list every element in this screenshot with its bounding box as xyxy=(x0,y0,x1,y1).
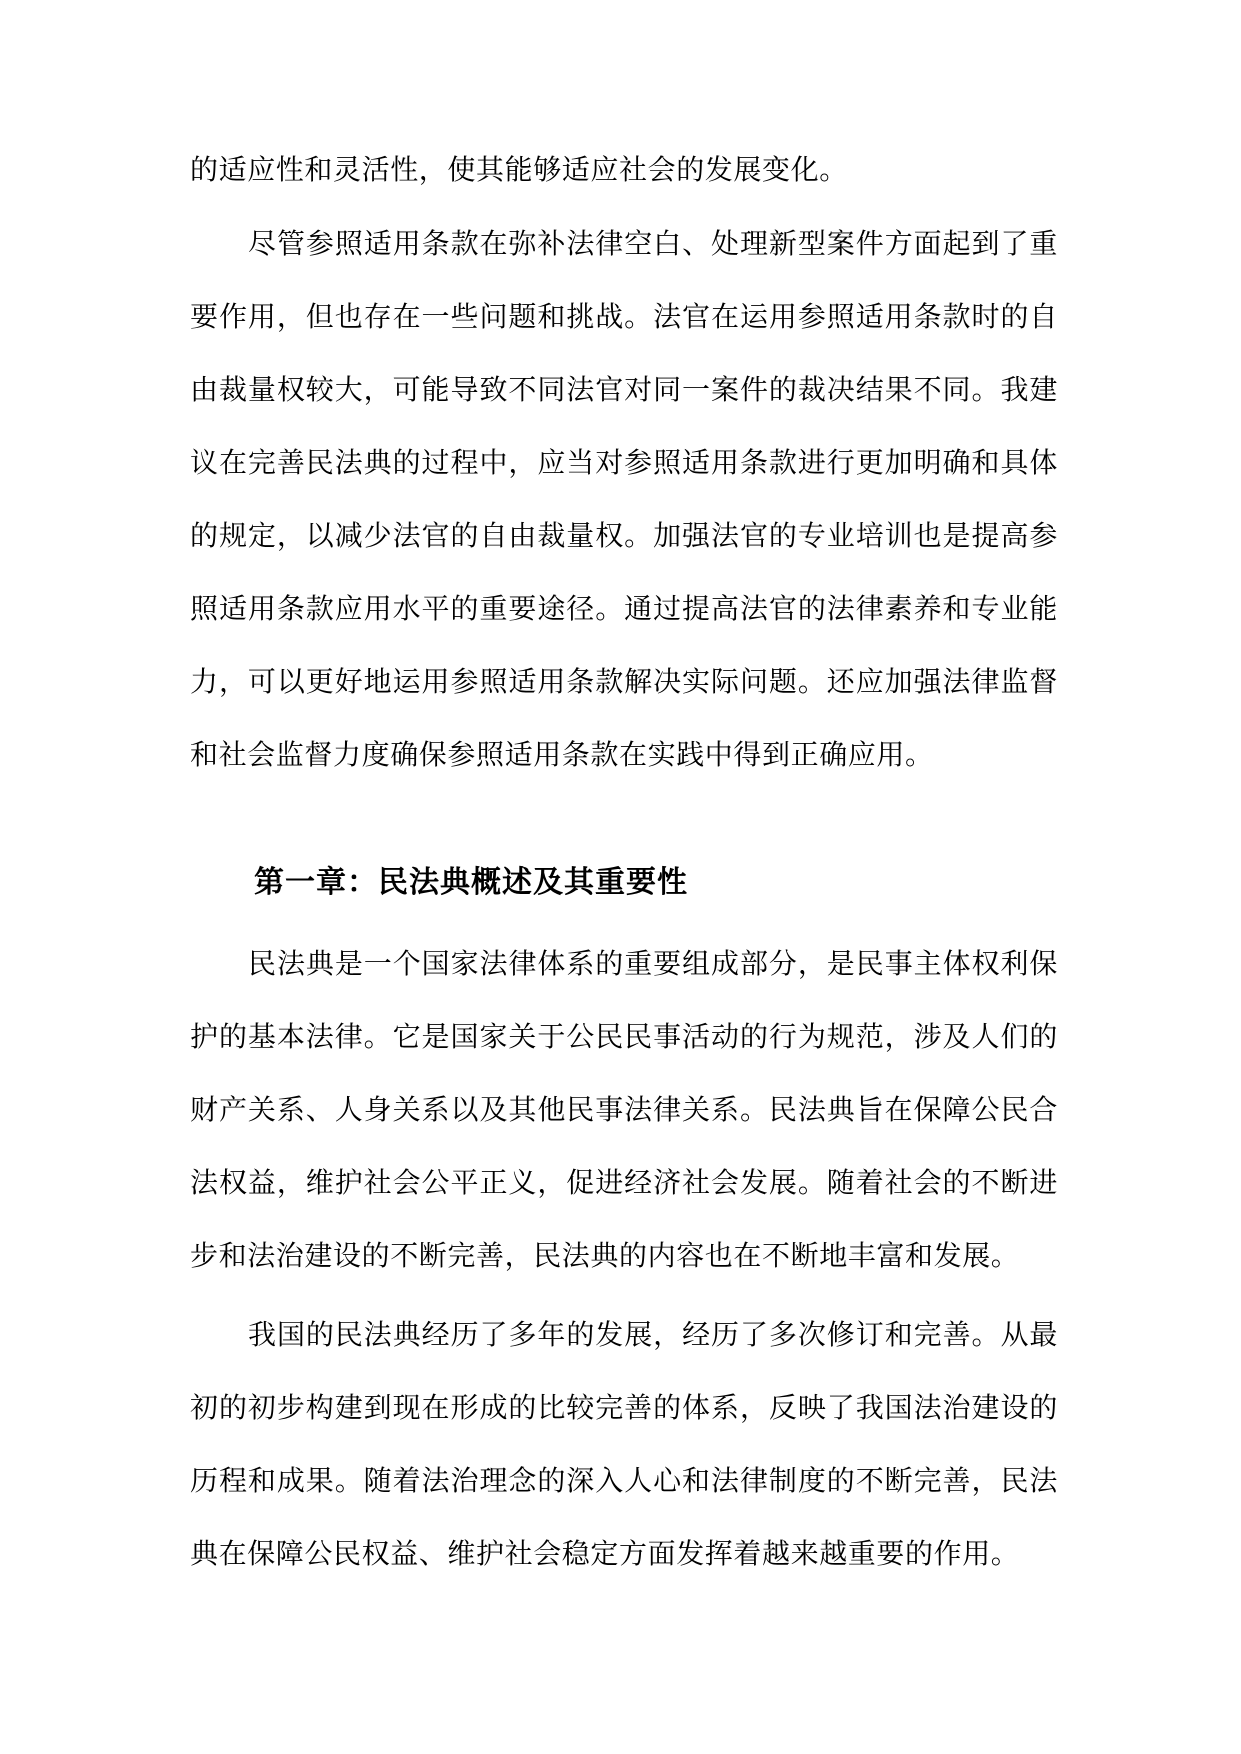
paragraph-continuation: 的适应性和灵活性，使其能够适应社会的发展变化。 xyxy=(190,153,848,186)
chapter-heading: 第一章：民法典概述及其重要性 xyxy=(254,865,688,900)
paragraph-civil-code-overview: 民法典是一个国家法律体系的重要组成部分，是民事主体权利保护的基本法律。它是国家关于公民民事活动的行为规范，涉及人们的财产关系、人身关系以及其他民事法律关系。民法典旨在保障公民合法权益，维护社会公平正义，促进经济社会发展。随着社会的不断进步和法治建设的不断完善，民法典的内容也在不断地丰富和发展。 xyxy=(190,947,1058,1272)
paragraph-civil-code-history: 我国的民法典经历了多年的发展，经历了多次修订和完善。从最初的初步构建到现在形成的比较完善的体系，反映了我国法治建设的历程和成果。随着法治理念的深入人心和法律制度的不断完善，民法典在保障公民权益、维护社会稳定方面发挥着越来越重要的作用。 xyxy=(190,1318,1058,1570)
paragraph-reference-clauses: 尽管参照适用条款在弥补法律空白、处理新型案件方面起到了重要作用，但也存在一些问题和挑战。法官在运用参照适用条款时的自由裁量权较大，可能导致不同法官对同一案件的裁决结果不同。我建议在完善民法典的过程中，应当对参照适用条款进行更加明确和具体的规定，以减少法官的自由裁量权。加强法官的专业培训也是提高参照适用条款应用水平的重要途径。通过提高法官的法律素养和专业能力，可以更好地运用参照适用条款解决实际问题。还应加强法律监督和社会监督力度确保参照适用条款在实践中得到正确应用。 xyxy=(190,227,1058,771)
